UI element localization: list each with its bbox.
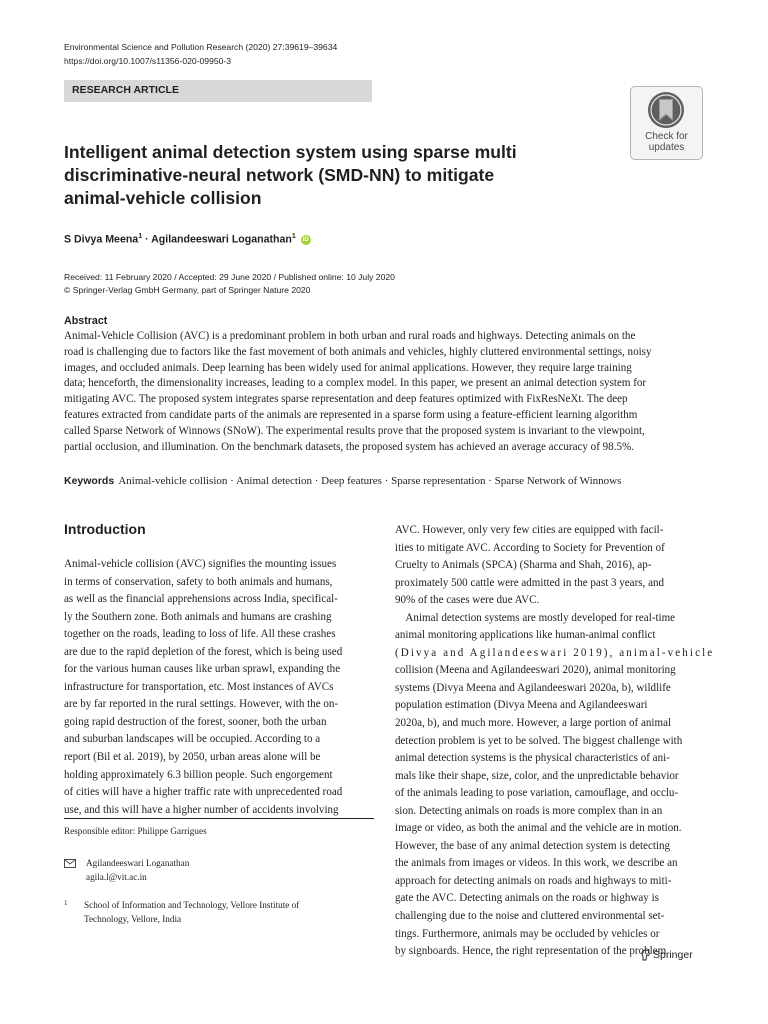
affiliation-number: 1 — [64, 899, 68, 907]
body-line: gate the AVC. Detecting animals on the roads or highway is — [395, 892, 659, 905]
doi-link[interactable]: https://doi.org/10.1007/s11356-020-09950-3 — [64, 56, 232, 66]
corresponding-author-email[interactable]: agila.l@vit.ac.in — [86, 872, 147, 882]
body-line: are by far reported in the rural settings. However, with the on- — [64, 698, 339, 711]
check-updates-line2: updates — [648, 142, 685, 153]
responsible-editor-note: Responsible editor: Philippe Garrigues — [64, 826, 207, 836]
author-name[interactable]: S Divya Meena — [64, 233, 139, 246]
corresponding-author-name: Agilandeeswari Loganathan — [86, 858, 190, 868]
title-line: Intelligent animal detection system using sparse multi — [64, 142, 517, 162]
body-line: Cruelty to Animals (SPCA) (Sharma and Shah, 2016), ap- — [395, 559, 652, 572]
keywords — [64, 475, 621, 487]
body-line: for the various human causes like urban sprawl, expanding the — [64, 663, 341, 676]
body-line: systems (Divya Meena and Agilandeeswari 2020a, b), wildlife — [395, 681, 671, 694]
body-line: approach for detecting animals on roads and highways to miti- — [395, 874, 672, 887]
title-line: animal-vehicle collision — [64, 188, 262, 208]
body-line: holding approximately 6.3 billion people. Such engorgement — [64, 768, 333, 781]
body-line: in terms of conservation, safety to both animals and humans, — [64, 575, 333, 588]
body-line: challenging due to the noise and cluttered environmental set- — [395, 910, 665, 923]
body-line: image or video, as both the animal and the vehicle are in motion. — [395, 822, 682, 835]
body-line: AVC. However, only very few cities are equipped with facil- — [395, 524, 664, 536]
abstract-line: called Sparse Network of Winnows (SNoW). The experimental results prove that the proposed system is invariant to the viewpoint, — [64, 424, 645, 437]
body-line: mals like their shape, size, color, and the unpredictable behavior — [395, 769, 679, 782]
author-affiliation-marker: 1 — [291, 233, 296, 240]
body-line: 90% of the cases were due AVC. — [395, 594, 540, 607]
footnote-divider — [64, 818, 374, 819]
body-line: are due to the rapid depletion of the forest, which is being used — [64, 645, 343, 658]
keywords-label: Keywords — [64, 475, 115, 487]
abstract-line: road is challenging due to factors like the fast movement of both animals and vehicles, highly cluttered environmental settings, noisy — [64, 345, 652, 358]
check-for-updates-bookmark-icon — [644, 90, 688, 130]
body-line: and suburban landscapes will be occupied. According to a — [64, 733, 321, 746]
publisher-name: Springer — [653, 949, 693, 961]
affiliation-line: School of Information and Technology, Vellore Institute of — [84, 900, 300, 910]
body-column-left — [64, 556, 374, 819]
author-list — [64, 233, 311, 246]
body-line: animal monitoring applications like human-animal conflict — [395, 629, 656, 642]
body-line: Animal-vehicle collision (AVC) signifies the mounting issues — [64, 558, 337, 570]
body-line: the animals from images or videos. In this work, we describe an — [395, 857, 678, 870]
copyright-notice: © Springer-Verlag GmbH Germany, part of Springer Nature 2020 — [64, 285, 311, 295]
author-name[interactable]: Agilandeeswari Loganathan — [151, 233, 292, 246]
body-line: report (Bil et al. 2019), by 2050, urban areas alone will be — [64, 751, 321, 764]
body-line: by signboards. Hence, the right representation of the problem — [395, 945, 667, 958]
affiliation-line: Technology, Vellore, India — [84, 914, 182, 924]
orcid-icon[interactable]: iD — [302, 236, 309, 243]
envelope-icon — [64, 859, 76, 868]
journal-citation: Environmental Science and Pollution Research (2020) 27:39619–39634 — [64, 42, 338, 52]
body-line: 2020a, b), and much more. However, a large portion of animal — [395, 717, 672, 730]
title-line: discriminative-neural network (SMD-NN) to mitigate — [64, 165, 495, 185]
body-line: infrastructure for transportation, etc. Most instances of AVCs — [64, 680, 334, 693]
body-line: Animal detection systems are mostly developed for real-time — [395, 611, 676, 624]
body-line: (Divya and Agilandeeswari 2019), animal-vehicle — [395, 646, 715, 659]
body-line: use, and this will have a higher number of accidents involving — [64, 803, 339, 816]
abstract-line: partial occlusion, and illumination. On the benchmark datasets, the proposed system has achieved an average accuracy of 98.5%. — [64, 440, 634, 453]
abstract-line: mitigating AVC. The proposed system integrates sparse representation and deep features optimized with FixResNeXt. The deep — [64, 393, 628, 406]
springer-horse-icon — [640, 949, 651, 961]
body-line: population estimation (Divya Meena and Agilandeeswari — [395, 699, 648, 712]
body-line: going rapid destruction of the forest, sooner, both the urban — [64, 715, 327, 728]
body-line: proximately 500 cattle were admitted in the past 3 years, and — [395, 576, 665, 589]
body-column-right — [395, 522, 715, 961]
body-line: together on the roads, leading to loss of life. All these crashes — [64, 628, 336, 641]
body-line: ly the Southern zone. Both animals and humans are crashing — [64, 610, 332, 623]
author-separator: · — [145, 233, 149, 246]
keywords-list: Animal-vehicle collision · Animal detection · Deep features · Sparse representation · Sparse Network of Winnows — [118, 475, 622, 487]
abstract-line: images, and occluded animals. Deep learning has been widely used for animal applications. However, they require large training — [64, 361, 632, 374]
body-line: sion. Detecting animals on roads is more complex than in an — [395, 804, 663, 817]
body-line: tings. Furthermore, animals may be occluded by vehicles or — [395, 927, 660, 940]
body-line: ities to mitigate AVC. According to Society for Prevention of — [395, 541, 665, 554]
abstract-body — [64, 329, 704, 455]
body-line: of the animals leading to pose variation, camouflage, and occlu- — [395, 787, 679, 800]
body-line: detection problem is yet to be solved. The biggest challenge with — [395, 734, 683, 747]
abstract-line: Animal-Vehicle Collision (AVC) is a predominant problem in both urban and rural roads and highways. Detecting animals on the — [64, 330, 636, 342]
body-line: as well as the financial apprehensions across India, specifical- — [64, 593, 338, 606]
body-line: animal detection systems is the physical characteristics of ani- — [395, 752, 670, 765]
abstract-heading: Abstract — [64, 315, 108, 327]
publication-dates: Received: 11 February 2020 / Accepted: 29 June 2020 / Published online: 10 July 2020 — [64, 272, 395, 282]
section-heading-introduction: Introduction — [64, 521, 146, 537]
paper-title — [64, 141, 554, 210]
publisher-logo — [640, 949, 693, 961]
body-line: However, the base of any animal detection system is detecting — [395, 839, 671, 852]
article-type-label: RESEARCH ARTICLE — [72, 84, 179, 96]
body-line: of cities will have a higher traffic rate with unprecedented road — [64, 786, 343, 799]
check-updates-line1: Check for — [645, 131, 688, 142]
body-line: collision (Meena and Agilandeeswari 2020), animal monitoring — [395, 664, 676, 677]
abstract-line: data; henceforth, the dimensionality increases, leading to a complex model. In this paper, we present an animal detection system for — [64, 377, 647, 390]
article-type-banner — [64, 80, 372, 102]
author-affiliation-marker: 1 — [138, 233, 143, 240]
abstract-line: features extracted from candidate parts of the animals are represented in a sparse form using a feature-efficient learning algorithm — [64, 408, 638, 421]
check-for-updates-badge[interactable] — [630, 86, 703, 160]
